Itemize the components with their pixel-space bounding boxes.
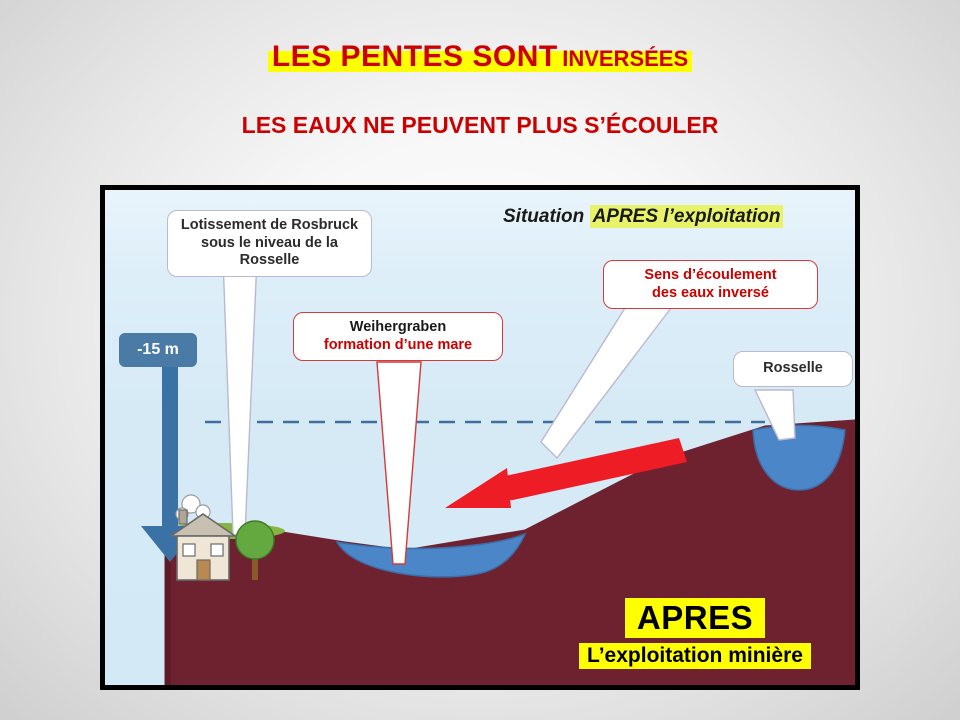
situation-banner	[503, 206, 783, 228]
callout-sens-ecoulement	[603, 260, 818, 309]
callout-weihergraben-subtitle: formation d’une mare	[323, 336, 473, 353]
callout-weihergraben-title: Weihergraben	[349, 319, 447, 335]
title-main-text: LES PENTES SONT	[271, 40, 558, 73]
leader-sens	[541, 308, 671, 458]
callout-sens-line2: des eaux inversé	[652, 284, 769, 301]
title-line-2: LES EAUX NE PEUVENT PLUS S’ÉCOULER	[241, 112, 719, 138]
tree-icon	[236, 521, 274, 580]
bottom-label	[545, 598, 845, 669]
title-line-1	[0, 40, 960, 74]
depth-marker-badge: -15 m	[119, 333, 197, 367]
callout-rosselle: Rosselle	[733, 351, 853, 387]
situation-highlight: APRES l’exploitation	[590, 205, 784, 228]
bottom-label-subtitle: L’exploitation minière	[579, 643, 811, 669]
callout-weihergraben	[293, 312, 503, 361]
house-illustration	[157, 488, 297, 606]
situation-prefix: Situation	[503, 206, 590, 227]
house-icon	[171, 510, 235, 580]
title-sub-text: INVERSÉES	[562, 46, 689, 71]
callout-lotissement: Lotissement de Rosbruck sous le niveau de la Rosselle	[167, 210, 372, 277]
leader-weihergraben	[377, 362, 421, 564]
bottom-label-title: APRES	[625, 598, 765, 638]
diagram-canvas	[105, 190, 855, 685]
diagram-frame	[100, 185, 860, 690]
callout-sens-line1: Sens d’écoulement	[644, 267, 777, 283]
